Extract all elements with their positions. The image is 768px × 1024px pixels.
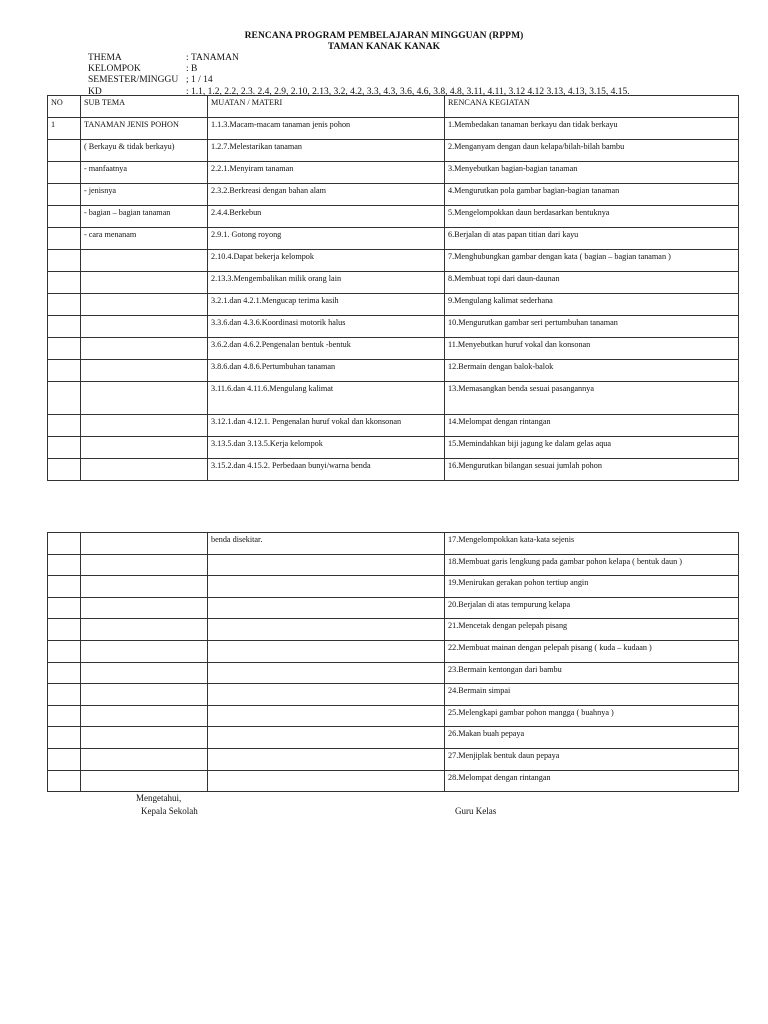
table-row (48, 272, 739, 294)
cell-no (48, 705, 81, 727)
cell-kegiatan: 22.Membuat mainan dengan pelepah pisang ( kuda – kudaan ) (445, 640, 739, 662)
meta-row-semester (88, 75, 630, 86)
table-row (48, 684, 739, 706)
header-rencana-kegiatan: RENCANA KEGIATAN (445, 96, 739, 118)
table-row (48, 382, 739, 415)
signature-principal: Kepala Sekolah (141, 806, 198, 816)
cell-kegiatan: 27.Menjiplak bentuk daun pepaya (445, 748, 739, 770)
table-row (48, 437, 739, 459)
cell-muatan (208, 770, 445, 792)
cell-no (48, 533, 81, 555)
cell-no (48, 415, 81, 437)
cell-kegiatan: 25.Melengkapi gambar pohon mangga ( buahnya ) (445, 705, 739, 727)
meta-label: KELOMPOK (88, 64, 141, 75)
cell-no (48, 382, 81, 415)
meta-label: KD (88, 86, 102, 97)
cell-sub-tema (81, 684, 208, 706)
meta-row-kelompok (88, 64, 630, 75)
table-row (48, 662, 739, 684)
table-row (48, 415, 739, 437)
cell-muatan: 1.1.3.Macam-macam tanaman jenis pohon (208, 118, 445, 140)
cell-kegiatan: 4.Mengurutkan pola gambar bagian-bagian tanaman (445, 184, 739, 206)
cell-sub-tema (81, 250, 208, 272)
cell-kegiatan: 14.Melompat dengan rintangan (445, 415, 739, 437)
table-row (48, 184, 739, 206)
meta-row-thema (88, 53, 630, 64)
signature-acknowledged: Mengetahui, (136, 793, 182, 803)
table-row (48, 294, 739, 316)
cell-kegiatan: 11.Menyebutkan huruf vokal dan konsonan (445, 338, 739, 360)
cell-no (48, 250, 81, 272)
cell-sub-tema (81, 662, 208, 684)
cell-kegiatan: 21.Mencetak dengan pelepah pisang (445, 619, 739, 641)
meta-label: THEMA (88, 53, 122, 63)
table-row (48, 533, 739, 555)
cell-muatan (208, 748, 445, 770)
cell-no (48, 640, 81, 662)
table-row (48, 140, 739, 162)
cell-no (48, 272, 81, 294)
cell-no (48, 459, 81, 481)
table-row (48, 576, 739, 598)
table-row (48, 748, 739, 770)
cell-kegiatan: 7.Menghubungkan gambar dengan kata ( bagian – bagian tanaman ) (445, 250, 739, 272)
meta-separator: : (186, 64, 189, 75)
cell-no (48, 437, 81, 459)
cell-muatan: 3.6.2.dan 4.6.2.Pengenalan bentuk -bentuk (208, 338, 445, 360)
cell-muatan: 2.9.1. Gotong royong (208, 228, 445, 250)
cell-no (48, 748, 81, 770)
cell-sub-tema (81, 576, 208, 598)
cell-kegiatan: 16.Mengurutkan bilangan sesuai jumlah pohon (445, 459, 739, 481)
cell-sub-tema (81, 554, 208, 576)
cell-sub-tema (81, 640, 208, 662)
header-no: NO (48, 96, 81, 118)
cell-sub-tema (81, 360, 208, 382)
cell-kegiatan: 18.Membuat garis lengkung pada gambar pohon kelapa ( bentuk daun ) (445, 554, 739, 576)
meta-separator: : (186, 53, 189, 63)
cell-sub-tema (81, 294, 208, 316)
cell-sub-tema (81, 748, 208, 770)
cell-kegiatan: 12.Bermain dengan balok-balok (445, 360, 739, 382)
cell-no (48, 228, 81, 250)
cell-muatan (208, 597, 445, 619)
meta-value: 1 / 14 (191, 75, 213, 86)
table-row (48, 228, 739, 250)
cell-muatan: 3.2.1.dan 4.2.1.Mengucap terima kasih (208, 294, 445, 316)
cell-sub-tema (81, 619, 208, 641)
cell-no (48, 619, 81, 641)
cell-kegiatan: 9.Mengulang kalimat sederhana (445, 294, 739, 316)
cell-muatan: 1.2.7.Melestarikan tanaman (208, 140, 445, 162)
cell-sub-tema: - cara menanam (81, 228, 208, 250)
cell-kegiatan: 20.Berjalan di atas tempurung kelapa (445, 597, 739, 619)
table-row (48, 250, 739, 272)
cell-muatan: 3.11.6.dan 4.11.6.Mengulang kalimat (208, 382, 445, 415)
cell-kegiatan: 15.Memindahkan biji jagung ke dalam gelas aqua (445, 437, 739, 459)
cell-no (48, 360, 81, 382)
cell-kegiatan: 3.Menyebutkan bagian-bagian tanaman (445, 162, 739, 184)
cell-no (48, 206, 81, 228)
table-row (48, 360, 739, 382)
cell-kegiatan: 8.Membuat topi dari daun-daunan (445, 272, 739, 294)
table-row (48, 162, 739, 184)
cell-muatan (208, 662, 445, 684)
cell-kegiatan: 2.Menganyam dengan daun kelapa/bilah-bilah bambu (445, 140, 739, 162)
table-row (48, 459, 739, 481)
cell-no (48, 140, 81, 162)
cell-muatan: 3.8.6.dan 4.8.6.Pertumbuhan tanaman (208, 360, 445, 382)
cell-muatan: 2.2.1.Menyiram tanaman (208, 162, 445, 184)
cell-sub-tema: - bagian – bagian tanaman (81, 206, 208, 228)
cell-no (48, 162, 81, 184)
cell-no: 1 (48, 118, 81, 140)
cell-no (48, 554, 81, 576)
cell-kegiatan: 13.Memasangkan benda sesuai pasangannya (445, 382, 739, 415)
cell-muatan: 3.3.6.dan 4.3.6.Koordinasi motorik halus (208, 316, 445, 338)
cell-sub-tema (81, 705, 208, 727)
cell-muatan (208, 684, 445, 706)
cell-sub-tema (81, 382, 208, 415)
cell-sub-tema (81, 533, 208, 555)
table-row (48, 770, 739, 792)
header-sub-tema: SUB TEMA (81, 96, 208, 118)
cell-kegiatan: 28.Melompat dengan rintangan (445, 770, 739, 792)
document-subtitle: TAMAN KANAK KANAK (327, 42, 441, 52)
cell-muatan (208, 554, 445, 576)
meta-separator: : (186, 86, 189, 97)
meta-value: 1.1, 1.2, 2.2, 2.3. 2.4, 2.9, 2.10, 2.13, 3.2, 4.2, 3.3, 4.3, 3.6, 4.6, 3.8, 4.8, 3.11, 4.11, 3.12 4.12 3.13, 4.13, 3.15, 4.15. (191, 86, 630, 97)
table-row (48, 640, 739, 662)
cell-kegiatan: 17.Mengelompokkan kata-kata sejenis (445, 533, 739, 555)
table-row (48, 597, 739, 619)
table-row (48, 705, 739, 727)
document-title: RENCANA PROGRAM PEMBELAJARAN MINGGUAN (RPPM) (244, 31, 524, 41)
cell-kegiatan: 26.Makan buah pepaya (445, 727, 739, 749)
table-row (48, 118, 739, 140)
cell-muatan (208, 727, 445, 749)
cell-kegiatan: 19.Menirukan gerakan pohon tertiup angin (445, 576, 739, 598)
cell-no (48, 770, 81, 792)
cell-no (48, 684, 81, 706)
cell-kegiatan: 5.Mengelompokkan daun berdasarkan bentuknya (445, 206, 739, 228)
signature-teacher: Guru Kelas (455, 806, 497, 816)
cell-kegiatan: 6.Berjalan di atas papan titian dari kayu (445, 228, 739, 250)
cell-sub-tema (81, 272, 208, 294)
plan-table-main (47, 95, 739, 481)
table-row (48, 206, 739, 228)
table-row (48, 338, 739, 360)
cell-sub-tema (81, 338, 208, 360)
cell-sub-tema: ( Berkayu & tidak berkayu) (81, 140, 208, 162)
cell-sub-tema (81, 415, 208, 437)
cell-sub-tema (81, 770, 208, 792)
cell-sub-tema (81, 437, 208, 459)
cell-muatan (208, 705, 445, 727)
cell-no (48, 662, 81, 684)
cell-sub-tema (81, 727, 208, 749)
plan-table-continued (47, 532, 739, 792)
cell-muatan (208, 619, 445, 641)
meta-separator: ; (186, 75, 189, 86)
cell-kegiatan: 24.Bermain simpai (445, 684, 739, 706)
cell-no (48, 597, 81, 619)
cell-muatan: 3.13.5.dan 3.13.5.Kerja kelompok (208, 437, 445, 459)
table-header-row (48, 96, 739, 118)
cell-muatan: 3.15.2.dan 4.15.2. Perbedaan bunyi/warna benda (208, 459, 445, 481)
table-row (48, 619, 739, 641)
cell-sub-tema: - jenisnya (81, 184, 208, 206)
cell-muatan (208, 576, 445, 598)
cell-muatan: 2.10.4.Dapat bekerja kelompok (208, 250, 445, 272)
cell-no (48, 294, 81, 316)
cell-sub-tema (81, 316, 208, 338)
cell-sub-tema: - manfaatnya (81, 162, 208, 184)
meta-value: TANAMAN (191, 53, 239, 63)
cell-no (48, 727, 81, 749)
meta-label: SEMESTER/MINGGU (88, 75, 179, 86)
cell-sub-tema: TANAMAN JENIS POHON (81, 118, 208, 140)
cell-no (48, 184, 81, 206)
meta-block (88, 53, 630, 98)
cell-sub-tema (81, 459, 208, 481)
cell-kegiatan: 10.Mengurutkan gambar seri pertumbuhan tanaman (445, 316, 739, 338)
cell-muatan: 2.4.4.Berkebun (208, 206, 445, 228)
cell-kegiatan: 23.Bermain kentongan dari bambu (445, 662, 739, 684)
table-row (48, 554, 739, 576)
table-row (48, 727, 739, 749)
cell-muatan (208, 640, 445, 662)
cell-muatan: 3.12.1.dan 4.12.1. Pengenalan huruf vokal dan kkonsonan (208, 415, 445, 437)
cell-no (48, 316, 81, 338)
cell-muatan: 2.13.3.Mengembalikan milik orang lain (208, 272, 445, 294)
header-muatan-materi: MUATAN / MATERI (208, 96, 445, 118)
cell-kegiatan: 1.Membedakan tanaman berkayu dan tidak berkayu (445, 118, 739, 140)
cell-no (48, 576, 81, 598)
table-row (48, 316, 739, 338)
cell-muatan: benda disekitar. (208, 533, 445, 555)
meta-value: B (191, 64, 198, 75)
cell-muatan: 2.3.2.Berkreasi dengan bahan alam (208, 184, 445, 206)
cell-no (48, 338, 81, 360)
cell-sub-tema (81, 597, 208, 619)
